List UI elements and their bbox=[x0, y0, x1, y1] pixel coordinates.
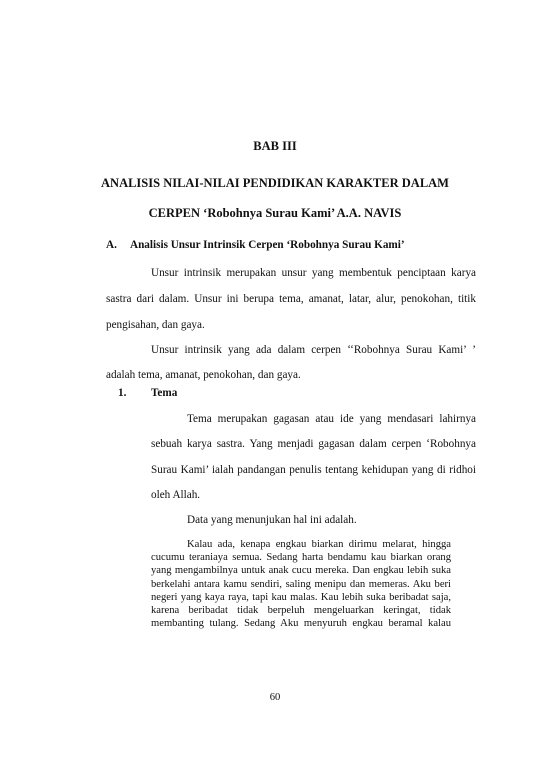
subsection-1-para-line-2: sebuah karya sastra. Yang menjadi gagasan dalam cerpen ‘Robohnya bbox=[151, 438, 476, 450]
page-number: 60 bbox=[269, 692, 281, 703]
subsection-1-number: 1. bbox=[118, 387, 127, 399]
quote-line-6: karena beribadat tidak berpeluh mengeluarkan keringat, tidak bbox=[151, 604, 451, 616]
section-a-para2-line-1: Unsur intrinsik yang ada dalam cerpen ‘‘Robohnya Surau Kami’ ’ bbox=[151, 344, 476, 356]
block-quote bbox=[151, 538, 451, 630]
quote-line-7: membanting tulang. Sedang Aku menyuruh engkau beramal kalau bbox=[151, 618, 451, 630]
chapter-label: BAB III bbox=[253, 139, 297, 153]
subsection-1-para-line-4: oleh Allah. bbox=[151, 489, 201, 501]
section-a-para1-line-2: sastra dari dalam. Unsur ini berupa tema, amanat, latar, alur, penokohan, titik bbox=[106, 293, 476, 305]
quote-line-4: berkelahi antara kamu sendiri, saling menipu dan memeras. Aku beri bbox=[151, 578, 451, 590]
section-a-letter: A. bbox=[106, 239, 117, 251]
quote-line-5: negeri yang kaya raya, tapi kau malas. Kau lebih suka beribadat saja, bbox=[151, 591, 451, 603]
quote-line-3: yang mengambilnya untuk anak cucu mereka. Dan engkau lebih suka bbox=[151, 565, 451, 577]
quote-line-1: Kalau ada, kenapa engkau biarkan dirimu melarat, hingga bbox=[187, 539, 451, 550]
subsection-1-heading: Tema bbox=[151, 387, 178, 399]
section-a-heading: Analisis Unsur Intrinsik Cerpen ‘Robohnya Surau Kami’ bbox=[130, 239, 405, 251]
data-intro: Data yang menunjukan hal ini adalah. bbox=[187, 514, 357, 526]
section-a-para2-line-2: adalah tema, amanat, penokohan, dan gaya. bbox=[106, 369, 301, 381]
chapter-title-line-2: CERPEN ‘Robohnya Surau Kami’ A.A. NAVIS bbox=[148, 206, 402, 220]
section-a-para1-line-1: Unsur intrinsik merupakan unsur yang membentuk penciptaan karya bbox=[151, 267, 476, 279]
chapter-title-line-1: ANALISIS NILAI-NILAI PENDIDIKAN KARAKTER DALAM bbox=[101, 176, 449, 190]
subsection-1-para-line-1: Tema merupakan gagasan atau ide yang mendasari lahirnya bbox=[187, 413, 476, 425]
quote-line-2: cucumu teraniaya semua. Sedang harta bendamu kau biarkan orang bbox=[151, 552, 451, 564]
subsection-1-para-line-3: Surau Kami’ ialah pandangan penulis tentang kehidupan yang di ridhoi bbox=[151, 464, 476, 476]
section-a-para1-line-3: pengisahan, dan gaya. bbox=[106, 319, 205, 331]
